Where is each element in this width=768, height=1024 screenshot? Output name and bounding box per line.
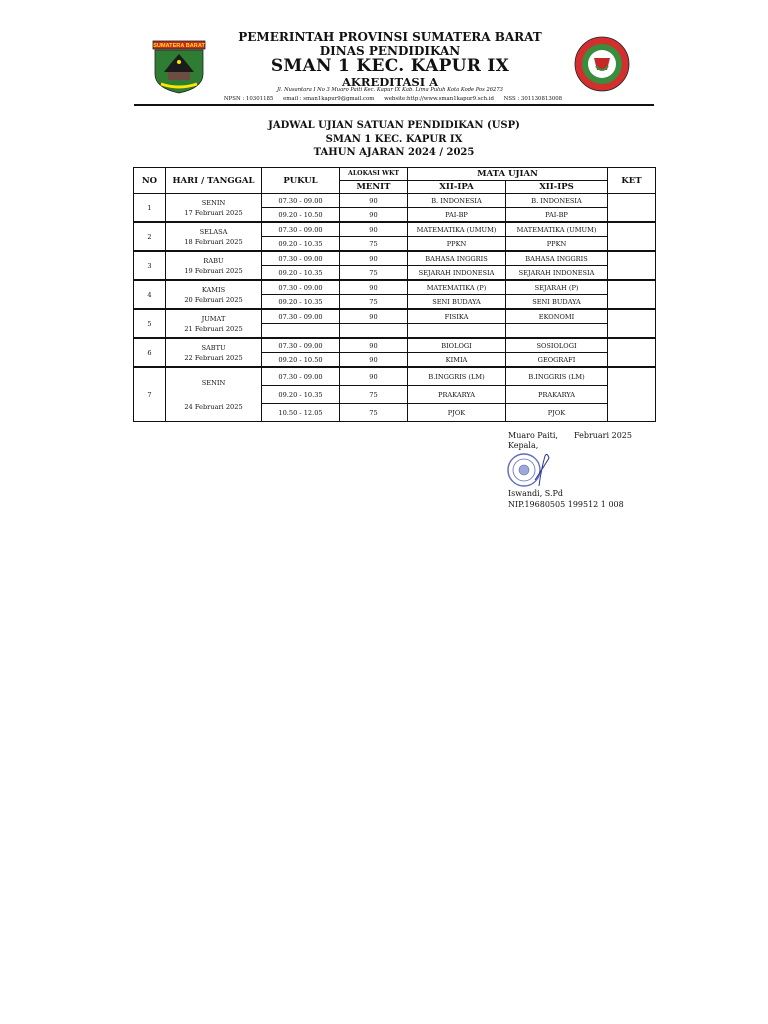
signature-role: Kepala, — [508, 441, 539, 450]
exam-schedule-table — [133, 167, 656, 422]
minutes-cell: 75 — [340, 404, 408, 422]
subject-ips-cell: B.INGGRIS (LM) — [506, 367, 608, 386]
minutes-cell: 90 — [340, 194, 408, 208]
table-row — [134, 280, 656, 295]
time-cell: 07.30 - 09.00 — [262, 194, 340, 208]
signature-place-date — [508, 431, 632, 440]
day-name: SABTU — [201, 343, 226, 352]
website-text: website:http://www.sman1kapur9.sch.id — [384, 96, 494, 102]
minutes-cell: 75 — [340, 237, 408, 252]
day-date: 17 Februari 2025 — [184, 208, 243, 217]
subject-ips-cell: PAI-BP — [506, 208, 608, 223]
npsn-text: NPSN : 10301185 — [223, 96, 274, 102]
day-date: 21 Februari 2025 — [184, 324, 243, 333]
time-cell — [262, 324, 340, 339]
day-name: KAMIS — [201, 285, 226, 294]
day-date-cell — [166, 309, 262, 338]
notes-cell — [608, 309, 656, 338]
day-date: 20 Februari 2025 — [184, 295, 243, 304]
notes-cell — [608, 367, 656, 422]
time-cell: 09.20 - 10.35 — [262, 237, 340, 252]
day-number-cell: 1 — [134, 194, 166, 223]
minutes-cell: 90 — [340, 367, 408, 386]
subject-ips-cell: PJOK — [506, 404, 608, 422]
signature-place: Muaro Paiti, — [508, 431, 558, 440]
subject-ipa-cell: BAHASA INGGRIS — [408, 251, 506, 266]
notes-cell — [608, 222, 656, 251]
table-row — [134, 367, 656, 386]
day-number-cell: 7 — [134, 367, 166, 422]
schedule-subtitle-year: TAHUN AJARAN 2024 / 2025 — [313, 147, 475, 158]
day-name: RABU — [203, 256, 224, 265]
subject-ipa-cell: MATEMATIKA (UMUM) — [408, 222, 506, 237]
header-ips: XII-IPS — [506, 181, 608, 194]
minutes-cell: 90 — [340, 338, 408, 353]
header-ipa: XII-IPA — [408, 181, 506, 194]
subject-ipa-cell: PRAKARYA — [408, 386, 506, 404]
subject-ipa-cell: FISIKA — [408, 309, 506, 324]
subject-ips-cell: MATEMATIKA (UMUM) — [506, 222, 608, 237]
header-notes: KET — [608, 168, 656, 194]
official-stamp — [505, 450, 553, 488]
header-no: NO — [134, 168, 166, 194]
day-date-cell — [166, 280, 262, 309]
time-cell: 07.30 - 09.00 — [262, 338, 340, 353]
time-cell: 09.20 - 10.50 — [262, 208, 340, 223]
minutes-cell: 90 — [340, 208, 408, 223]
day-date: 22 Februari 2025 — [184, 353, 243, 362]
minutes-cell: 90 — [340, 222, 408, 237]
minutes-cell: 75 — [340, 266, 408, 281]
letterhead-department: DINAS PENDIDIKAN — [319, 44, 461, 58]
minutes-cell: 90 — [340, 280, 408, 295]
subject-ipa-cell — [408, 324, 506, 339]
day-name: JUMAT — [201, 314, 226, 323]
day-date-cell — [166, 367, 262, 422]
minutes-cell: 90 — [340, 353, 408, 368]
time-cell: 07.30 - 09.00 — [262, 309, 340, 324]
minutes-cell: 75 — [340, 386, 408, 404]
subject-ipa-cell: KIMIA — [408, 353, 506, 368]
subject-ips-cell: GEOGRAFI — [506, 353, 608, 368]
day-number-cell: 2 — [134, 222, 166, 251]
time-cell: 10.50 - 12.05 — [262, 404, 340, 422]
day-date-cell — [166, 194, 262, 223]
subject-ips-cell: PRAKARYA — [506, 386, 608, 404]
minutes-cell: 90 — [340, 251, 408, 266]
time-cell: 09.20 - 10.35 — [262, 295, 340, 310]
day-number-cell: 6 — [134, 338, 166, 367]
time-cell: 09.20 - 10.35 — [262, 386, 340, 404]
letterhead-government: PEMERINTAH PROVINSI SUMATERA BARAT — [238, 30, 542, 44]
header-day-date: HARI / TANGGAL — [166, 168, 262, 194]
day-name: SELASA — [199, 227, 228, 236]
subject-ipa-cell: PJOK — [408, 404, 506, 422]
minutes-cell: 90 — [340, 309, 408, 324]
day-date-cell — [166, 251, 262, 280]
subject-ipa-cell: BIOLOGI — [408, 338, 506, 353]
day-number-cell: 5 — [134, 309, 166, 338]
subject-ips-cell: SENI BUDAYA — [506, 295, 608, 310]
table-row — [134, 309, 656, 324]
day-date: 19 Februari 2025 — [184, 266, 243, 275]
day-date: 18 Februari 2025 — [184, 237, 243, 246]
day-name: SENIN — [201, 378, 226, 387]
schedule-body — [134, 194, 656, 422]
letterhead-identifiers — [150, 96, 636, 102]
time-cell: 09.20 - 10.35 — [262, 266, 340, 281]
day-date-cell — [166, 222, 262, 251]
header-minutes: MENIT — [340, 181, 408, 194]
header-allocation: ALOKASI WKT — [340, 168, 408, 181]
subject-ips-cell: SEJARAH (P) — [506, 280, 608, 295]
table-row — [134, 222, 656, 237]
time-cell: 07.30 - 09.00 — [262, 251, 340, 266]
province-logo — [152, 40, 206, 94]
letterhead-accreditation: AKREDITASI A — [341, 75, 439, 89]
time-cell: 07.30 - 09.00 — [262, 280, 340, 295]
notes-cell — [608, 194, 656, 223]
subject-ipa-cell: PPKN — [408, 237, 506, 252]
day-number-cell: 3 — [134, 251, 166, 280]
day-date-cell — [166, 338, 262, 367]
subject-ips-cell: SEJARAH INDONESIA — [506, 266, 608, 281]
subject-ips-cell: B. INDONESIA — [506, 194, 608, 208]
notes-cell — [608, 251, 656, 280]
signature-month: Februari 2025 — [573, 431, 632, 440]
table-row — [134, 338, 656, 353]
notes-cell — [608, 338, 656, 367]
province-logo-text: SUMATERA BARAT — [153, 43, 205, 50]
email-text: email : sman1kapur9@gmail.com — [283, 96, 375, 102]
letterhead-address: Jl. Nusantara I No 3 Muaro Paiti Kec. Kapur IX Kab. Lima Puluh Kota Kode Pos 26273 — [277, 87, 503, 93]
subject-ips-cell — [506, 324, 608, 339]
subject-ipa-cell: PAI-BP — [408, 208, 506, 223]
notes-cell — [608, 280, 656, 309]
letterhead-divider — [134, 104, 654, 106]
time-cell: 07.30 - 09.00 — [262, 367, 340, 386]
subject-ipa-cell: B.INGGRIS (LM) — [408, 367, 506, 386]
day-number-cell: 4 — [134, 280, 166, 309]
subject-ips-cell: EKONOMI — [506, 309, 608, 324]
subject-ips-cell: PPKN — [506, 237, 608, 252]
schedule-title: JADWAL UJIAN SATUAN PENDIDIKAN (USP) — [268, 120, 520, 131]
subject-ipa-cell: SEJARAH INDONESIA — [408, 266, 506, 281]
subject-ips-cell: SOSIOLOGI — [506, 338, 608, 353]
signature-nip: NIP.19680505 199512 1 008 — [508, 500, 624, 509]
table-row — [134, 251, 656, 266]
day-date: 24 Februari 2025 — [184, 402, 243, 411]
nss-text: NSS : 301130813008 — [503, 96, 563, 102]
day-name: SENIN — [201, 198, 226, 207]
subject-ipa-cell: SENI BUDAYA — [408, 295, 506, 310]
school-emblem — [574, 36, 630, 92]
subject-ipa-cell: B. INDONESIA — [408, 194, 506, 208]
table-row — [134, 194, 656, 208]
subject-ips-cell: BAHASA INGGRIS — [506, 251, 608, 266]
minutes-cell: 75 — [340, 295, 408, 310]
time-cell: 09.20 - 10.50 — [262, 353, 340, 368]
header-subjects: MATA UJIAN — [408, 168, 608, 181]
time-cell: 07.30 - 09.00 — [262, 222, 340, 237]
signature-name: Iswandi, S.Pd — [508, 489, 564, 498]
minutes-cell — [340, 324, 408, 339]
schedule-subtitle-school: SMAN 1 KEC. KAPUR IX — [325, 134, 463, 145]
letterhead-school-name: SMAN 1 KEC. KAPUR IX — [270, 56, 510, 76]
header-time: PUKUL — [262, 168, 340, 194]
subject-ipa-cell: MATEMATIKA (P) — [408, 280, 506, 295]
